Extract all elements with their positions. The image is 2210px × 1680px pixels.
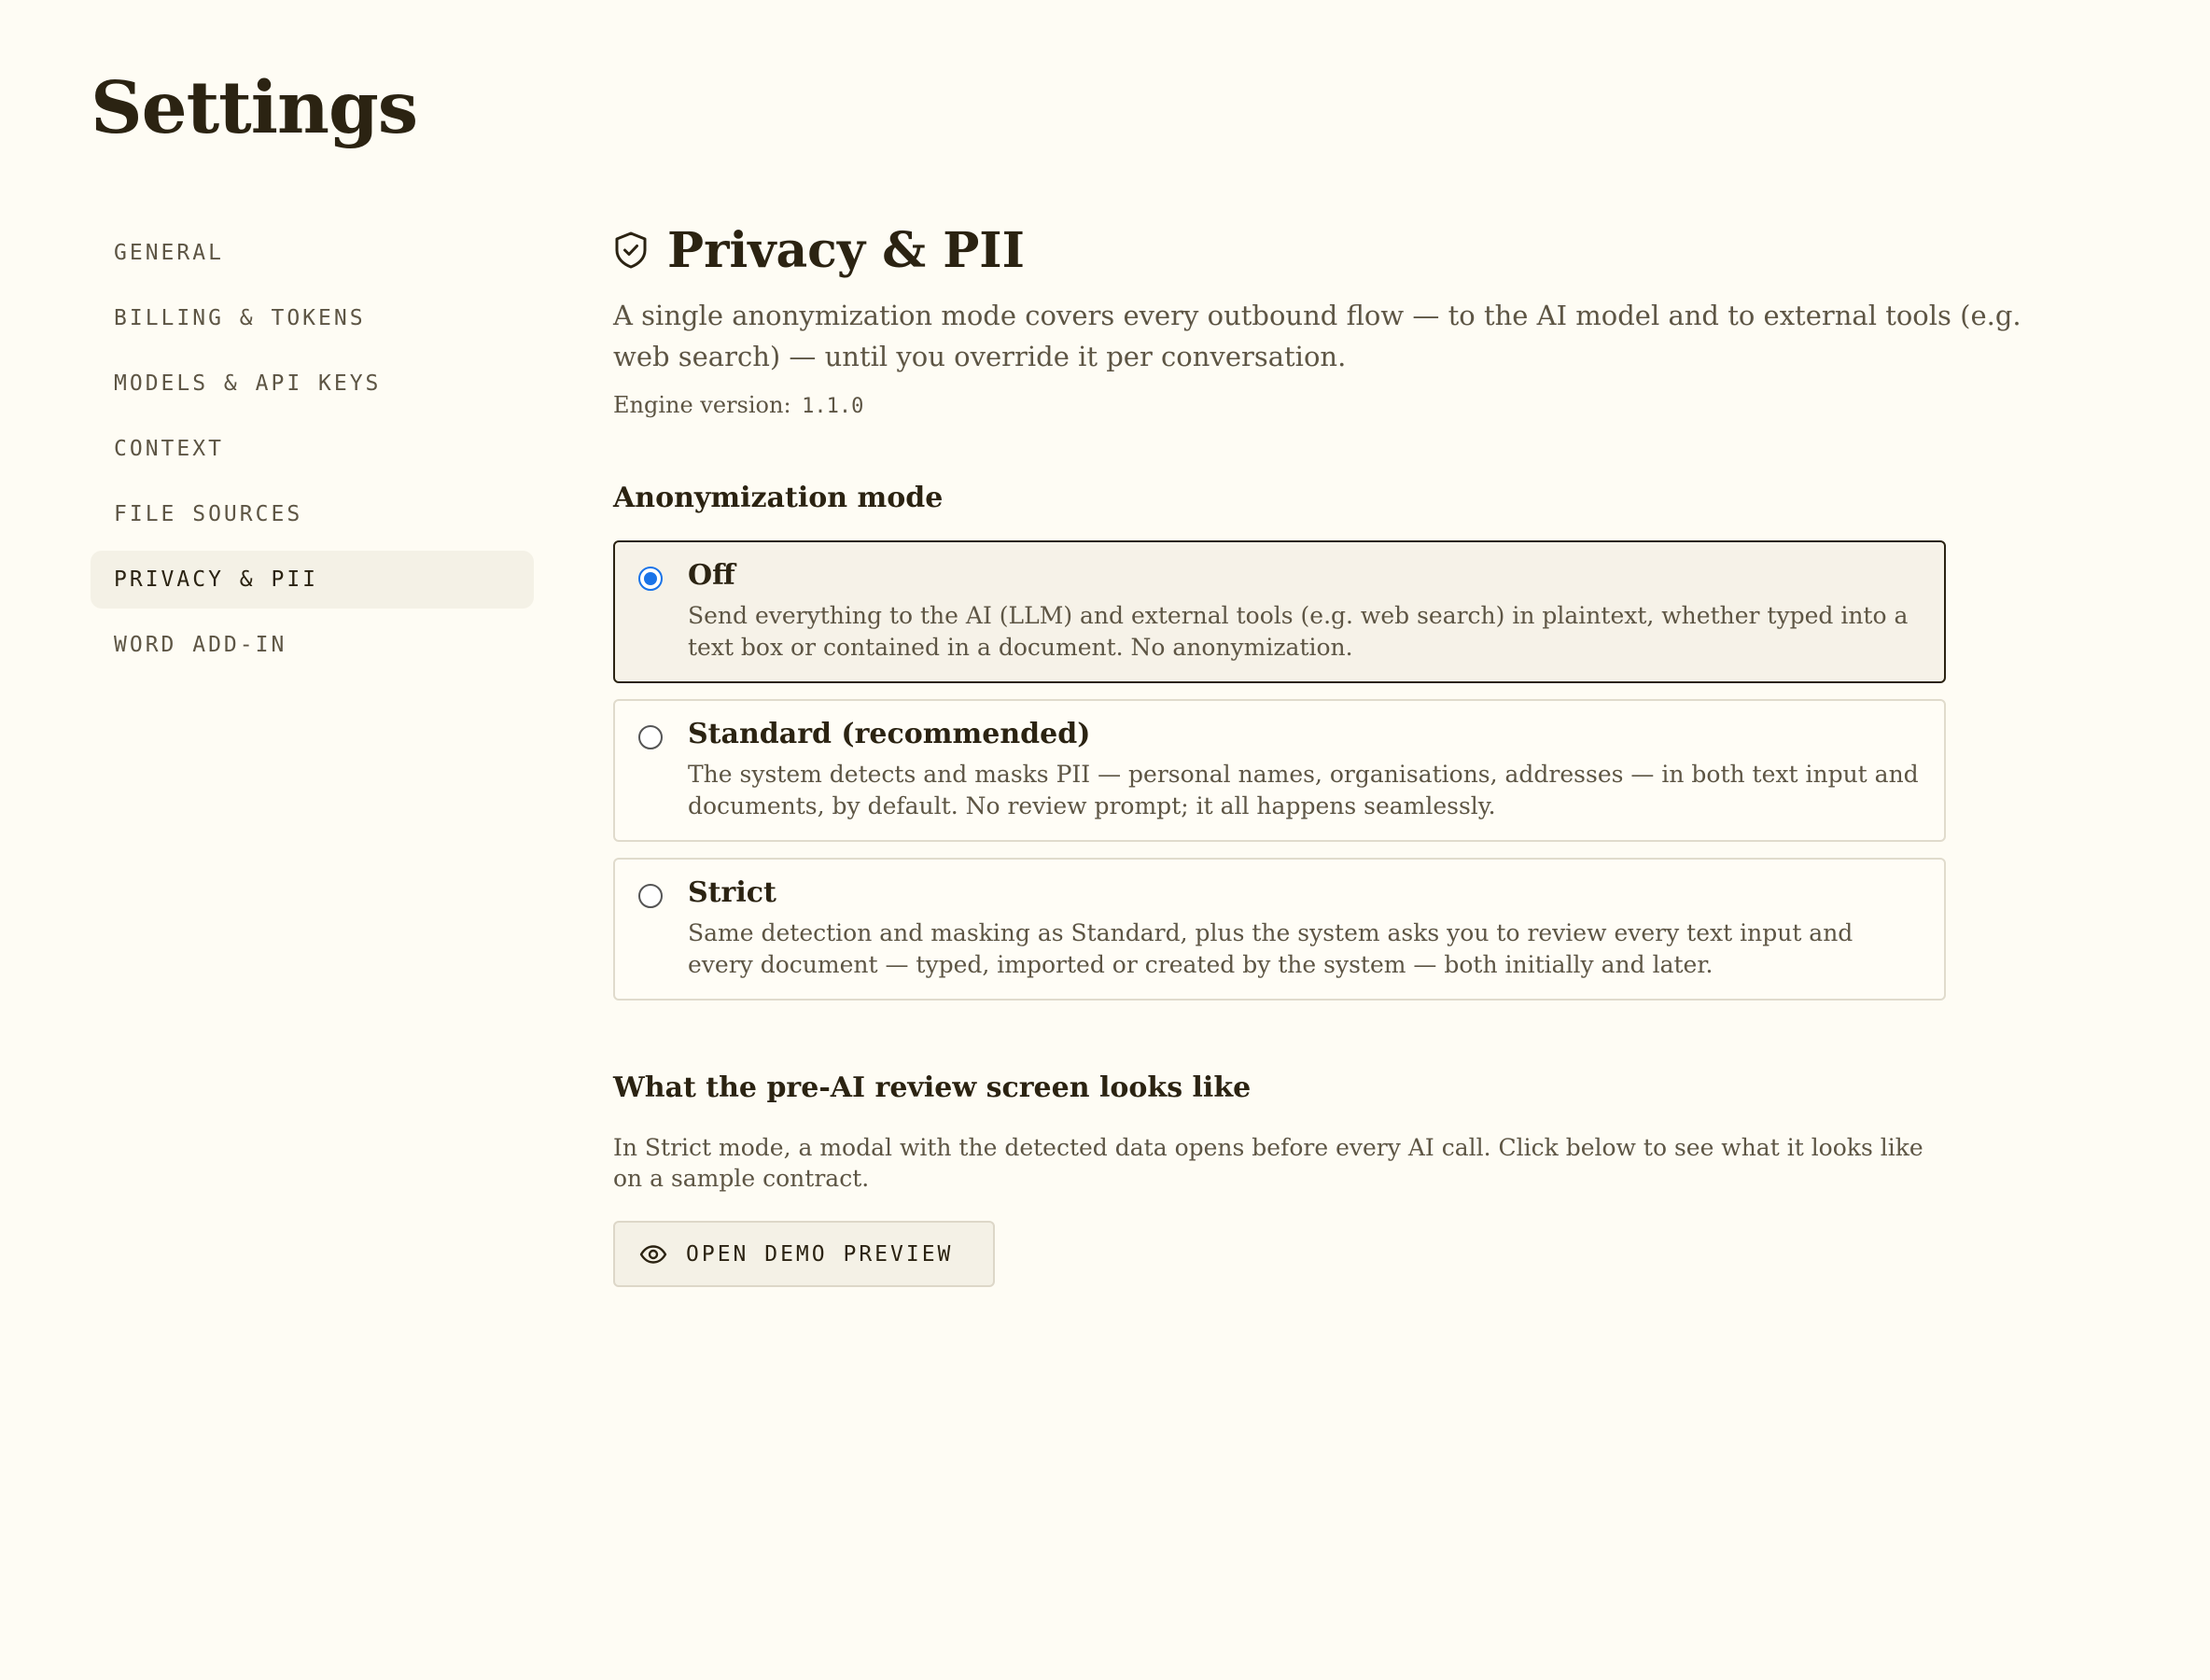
engine-version [613,392,2055,418]
mode-option-off[interactable] [613,540,1946,683]
option-description: The system detects and masks PII — personal names, organisations, addresses — in both text input and documents, by default. No review prompt; it all happens seamlessly. [688,761,1919,819]
radio-strict[interactable] [638,884,663,908]
section-header [613,217,2055,284]
sidebar-item-label: PRIVACY & PII [114,567,319,592]
sidebar-item-models-api-keys[interactable] [91,355,534,413]
shield-check-icon [613,231,649,270]
radio-standard[interactable] [638,725,663,749]
option-title: Off [688,559,735,592]
option-description: Same detection and masking as Standard, plus the system asks you to review every text input and every document — typed, imported or created by the system — both initially and later. [688,919,1853,978]
option-title: Standard (recommended) [688,718,1091,750]
eye-icon [639,1245,667,1264]
sidebar-item-label: BILLING & TOKENS [114,306,366,330]
privacy-settings-panel [613,217,2055,1287]
sidebar-item-context[interactable] [91,420,534,478]
page-title: Settings [91,66,418,150]
engine-version-value: 1.1.0 [802,395,864,418]
sidebar-item-file-sources[interactable] [91,485,534,543]
preview-description: In Strict mode, a modal with the detected data opens before every AI call. Click below to see what it looks like on a sample contract. [613,1134,1923,1192]
radio-off[interactable] [638,567,663,591]
preview-heading: What the pre-AI review screen looks like [613,1071,1252,1104]
sidebar-item-privacy-pii[interactable] [91,551,534,609]
mode-option-standard[interactable] [613,699,1946,842]
sidebar-item-word-add-in[interactable] [91,616,534,674]
sidebar-item-label: GENERAL [114,241,224,265]
settings-sidebar [91,224,534,681]
option-description: Send everything to the AI (LLM) and external tools (e.g. web search) in plaintext, whether typed into a text box or contained in a document. No anonymization. [688,602,1909,661]
sidebar-item-label: MODELS & API KEYS [114,371,382,396]
option-title: Strict [688,876,776,909]
demo-button-label: OPEN DEMO PREVIEW [686,1241,954,1267]
sidebar-item-label: CONTEXT [114,437,224,461]
engine-version-label: Engine version: [613,392,791,418]
sidebar-item-label: WORD ADD-IN [114,633,287,657]
mode-option-strict[interactable] [613,858,1946,1001]
anonymization-mode-heading: Anonymization mode [613,482,944,514]
section-title: Privacy & PII [667,221,1025,279]
sidebar-item-general[interactable] [91,224,534,282]
section-description: A single anonymization mode covers every outbound flow — to the AI model and to external tools (e.g. web search) — until you override it per conversation. [613,300,2021,372]
open-demo-preview-button[interactable] [613,1221,995,1287]
anonymization-mode-options [613,540,1946,1001]
sidebar-item-billing-tokens[interactable] [91,289,534,347]
sidebar-item-label: FILE SOURCES [114,502,303,526]
